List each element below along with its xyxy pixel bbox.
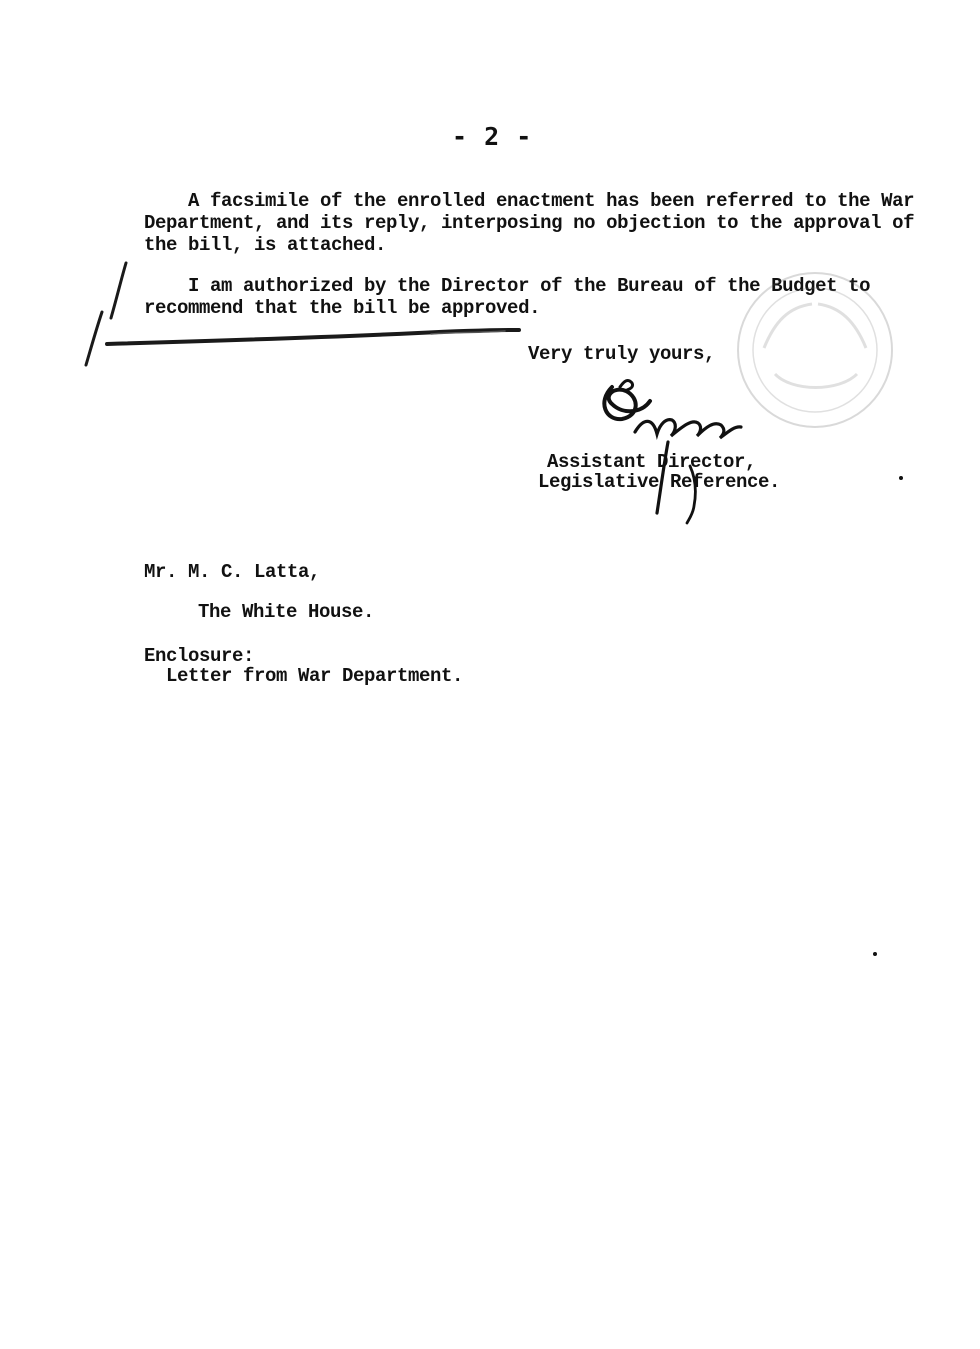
paragraph-1-line-2: Department, and its reply, interposing no objection to the approval of [144,212,915,234]
signature-loop-main [604,387,650,419]
addressee-office: The White House. [198,601,375,623]
margin-slash-upper [111,263,126,318]
body-paragraph-1 [144,190,915,256]
signer-title-line-1: Assistant Director, [547,451,757,473]
enclosure-label: Enclosure: [144,645,255,667]
paragraph-1-line-3: the bill, is attached. [144,234,387,256]
paragraph-2-line-2: recommend that the bill be approved. [144,297,541,319]
signature-flourish-top [620,380,633,390]
page-number: - 2 - [452,122,533,151]
addressee-name: Mr. M. C. Latta, [144,561,321,583]
ink-speck-1 [899,476,903,480]
underline-tail [431,331,505,334]
signature-word [635,420,741,438]
margin-slash-lower [86,312,102,365]
ink-speck-2 [873,952,877,956]
signer-title-line-2: Legislative Reference. [538,471,781,493]
paragraph-1-line-1: A facsimile of the enrolled enactment has been referred to the War [144,190,915,212]
enclosure-item: Letter from War Department. [166,665,464,687]
paragraph-2-line-1: I am authorized by the Director of the Bureau of the Budget to [144,275,871,297]
body-paragraph-2 [144,275,871,319]
stamp-crest-bottom [775,374,857,388]
handwritten-underline [107,330,519,344]
closing-salutation: Very truly yours, [528,343,716,365]
